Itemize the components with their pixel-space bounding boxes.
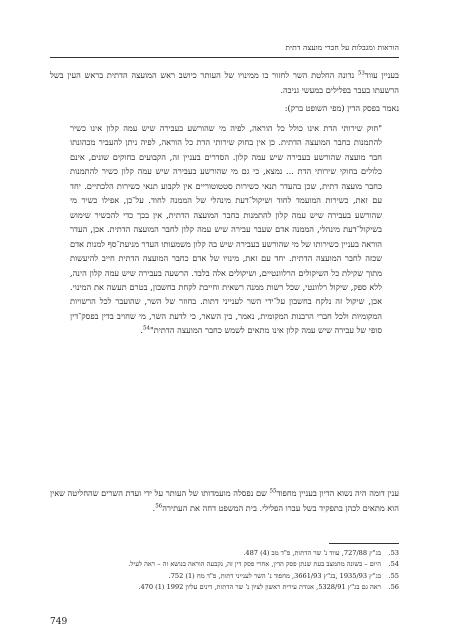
footnote-ref-55[interactable]: 55 (269, 488, 277, 495)
block-quote-text: "חוק שירותי הדת אינו כולל כל הוראה, לפיה מי שהורשע בעבירה שיש עמה קלון אינו כשיר להתמנות כחבר המועצה הדתית. כן אין בחוק שירותי הדת כל הוראה, לפיה ניתן להעביר מכהונתו חבר מועצה שהורשע בעבירה שיש עמה קלון. הסדרים בעניין זה, הקבועים בחוקים שונים, אינם כלולים בחוקי שירותי הדת ... נמצא, כי גם מי שהורשע בעבירה שיש עמה קלון כשיר להתמנות כחבר מועצה דתית, שכן בהעדר תנאי כשירות סטטוטוריים אין לקבוע תנאי כשירות הלכתיים. יחד עם זאת, כשירות המועמד לחוד ושיקול־דעת מינהלי של הממנה לחוד. על־כן, אפילו כשיר מי שהורשע בעבירה שיש עמה קלון להתמנות כחבר המועצה הדתית, אין בכך כדי להכשיר שימוש בשיקול־דעת מינהלי, הממנה אדם שעבר עבירה שיש עמה קלון לחבר המועצה הדתית. אכן, העדר הוראה בעניין כשירותו של מי שהורשע בעבירה שיש בה קלון משמעותו העדר מניעת־סף למנות אדם שכזה לחבר המועצה הדתית. יחד עם זאת, מינויו של אדם כחבר המועצה הדתית חייב להיעשות מתוך שקילת כל השיקולים הרלוונטיים, ושיקולים אלה בלבד. הרשעה בעבירה שיש עמה קלון הינה, ללא ספק, שיקול רלוונטי, שכל רשות ממנה רשאית וחייבת לקחת בחשבון, בטרם תעשה את המינוי. אכן, שיקול זה נלקח בחשבון על־ידי השר לענייני דתות. בחוזר של השר, שהועבר לכל הרשויות המקומיות ולכל חברי הרבנות המקומית, נאמר, בין השאר, כי לדעת השר, מי שחויב בדין בפסק־דין סופי של עבירה שיש עמה קלון אינו מתאים לשמש כחבר המועצה הדתית" (70, 123, 382, 336)
block-quote (70, 121, 382, 338)
header-rule (50, 57, 399, 58)
footnote-text: ראה גם בג"ץ 5328/91, אגודת עירית ראשון לציון נ' שר הדתות, דינים עליון 1992 (1) 470. (138, 583, 381, 592)
quote-intro (50, 101, 399, 116)
footnote-56 (50, 582, 399, 593)
paragraph-1-text-b: נדונה החלטת השר לחזור בו ממינויו של העותר כיושב ראש המועצה הדתית בראש העין בשל הרשעתו בעבר בפלילים במעשי גניבה. (50, 70, 399, 95)
quote-intro-text: נאמר בפסק הדין (מפי השופט ברק): (284, 103, 399, 113)
footnote-ref-56[interactable]: 56 (155, 502, 163, 509)
paragraph-1 (50, 68, 399, 97)
paragraph-2-end: . (152, 502, 156, 513)
footnote-number: 56. (388, 583, 399, 592)
paragraph-2 (50, 486, 399, 515)
footnote-text: בג"ץ 1935/93 ,בג"ץ 3661/93, מחפוד נ' השר לענייני דתות, פ"ד מח (1) 752. (168, 571, 381, 580)
footnote-number: 55. (388, 571, 399, 580)
footnotes (50, 548, 399, 594)
paragraph-1-text-a: בעניין עווד (364, 70, 399, 80)
footnote-ref-54[interactable]: 54 (143, 325, 150, 332)
footnote-53 (50, 548, 399, 559)
footnote-number: 53. (388, 549, 399, 557)
page-number: 749 (50, 617, 68, 627)
paragraph-2-text-b: שם נפסלה מועמדותו של העותר על ידי ועדת השרים שהחליטה שאין הוא מתאים לכהן בתפקיד בשל עברו הפלילי. בית המשפט דחה את העתירה (50, 488, 399, 513)
footnote-text: בג"ץ 727/88, עווד נ' שר הדתות, פ"ד מב (4) 487. (243, 549, 381, 557)
block-quote-end: . (140, 325, 143, 336)
footnote-rule (329, 543, 399, 544)
footnote-54 (50, 559, 399, 570)
footnote-55 (50, 571, 399, 582)
paragraph-2-text-a: ענין דומה היה נשוא הדיון בעניין מחפוד (276, 488, 399, 498)
footnote-text: היום – בשונה מהמצב בעת שנתן פסק הדין, אחרי פסק דין זה, נקבעה הוראה בנושא זה – ראה לעיל. (128, 560, 381, 569)
footnote-ref-53[interactable]: 53 (357, 70, 365, 77)
running-header: הוראות ומגבלות על חברי מועצה דתית (285, 43, 399, 52)
footnote-number: 54. (388, 560, 399, 569)
